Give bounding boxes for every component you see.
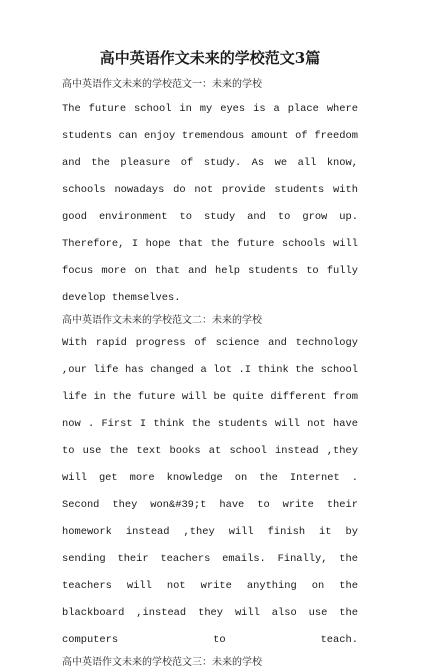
section-1-heading: 高中英语作文未来的学校范文一：未来的学校 <box>62 79 262 90</box>
section-2-body: With rapid progress of science and technology ,our life has changed a lot .I think the school life in the future will be quite different from now . First I think the students will not have to use the text books at school instead ,they will get more knowledge on the Internet . Second they won&#39;t have to write their homework instead ,they will finish it by sending their teachers emails. Finally, the teachers will not write anything on the blackboard ,instead they will also use the computers to teach. <box>62 337 358 646</box>
document-page <box>62 48 358 672</box>
section-1-body: The future school in my eyes is a place where students can enjoy tremendous amount of freedom and the pleasure of study. As we all know, schools nowadays do not provide students with good environment to study and to grow up. Therefore, I hope that the future schools will focus more on that and help students to fully develop themselves. <box>62 103 358 304</box>
document-title: 高中英语作文未来的学校范文3篇 <box>99 49 321 67</box>
section-2-heading: 高中英语作文未来的学校范文二：未来的学校 <box>62 315 262 326</box>
section-3-heading: 高中英语作文未来的学校范文三：未来的学校 <box>62 657 262 668</box>
